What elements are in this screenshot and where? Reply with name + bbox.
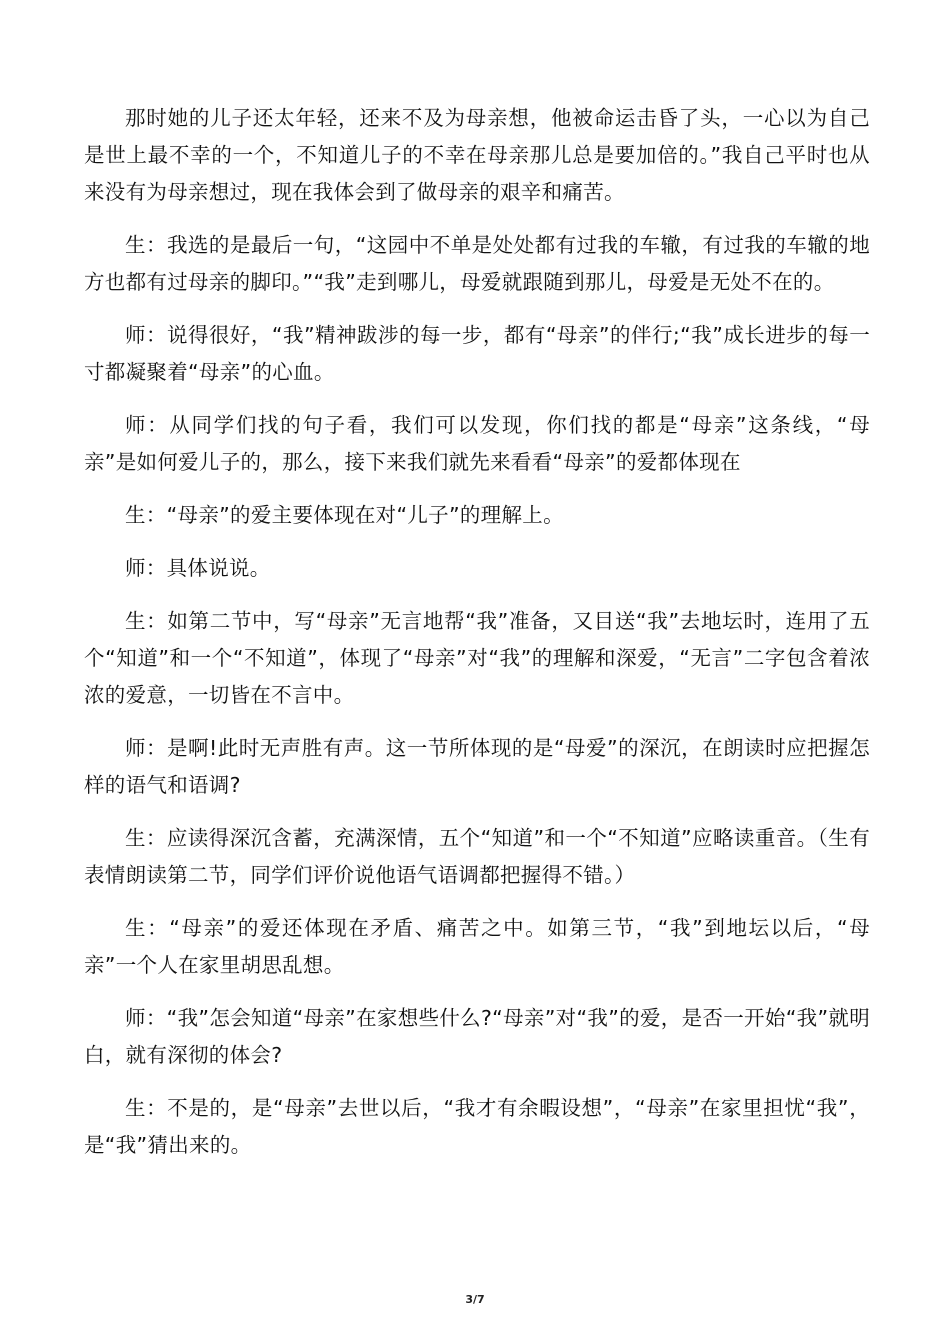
paragraph-2: 生：我选的是最后一句，“这园中不单是处处都有过我的车辙，有过我的车辙的地方也都有过母亲的脚印。”“我”走到哪儿，母爱就跟随到那儿，母爱是无处不在的。 <box>84 233 870 294</box>
paragraph-3: 师：说得很好，“我”精神跋涉的每一步，都有“母亲”的伴行;“我”成长进步的每一寸都凝聚着“母亲”的心血。 <box>84 323 870 384</box>
paragraph-7: 生：如第二节中，写“母亲”无言地帮“我”准备，又目送“我”去地坛时，连用了五个“知道”和一个“不知道”，体现了“母亲”对“我”的理解和深爱，“无言”二字包含着浓浓的爱意，一切皆在不言中。 <box>84 609 870 707</box>
page-number: 3/7 <box>465 1293 485 1306</box>
paragraph-12: 生：不是的，是“母亲”去世以后，“我才有余暇设想”，“母亲”在家里担忧“我”，是“我”猜出来的。 <box>84 1096 870 1157</box>
paragraph-6: 师：具体说说。 <box>125 556 271 580</box>
paragraph-4: 师：从同学们找的句子看，我们可以发现，你们找的都是“母亲”这条线，“母亲”是如何爱儿子的，那么，接下来我们就先来看看“母亲”的爱都体现在 <box>84 413 870 474</box>
paragraph-8: 师：是啊!此时无声胜有声。这一节所体现的是“母爱”的深沉，在朗读时应把握怎样的语气和语调? <box>84 736 870 797</box>
paragraph-11: 师：“我”怎会知道“母亲”在家想些什么?“母亲”对“我”的爱，是否一开始“我”就明白，就有深彻的体会? <box>84 1006 870 1067</box>
paragraph-9: 生：应读得深沉含蓄，充满深情，五个“知道”和一个“不知道”应略读重音。（生有表情朗读第二节，同学们评价说他语气语调都把握得不错。） <box>84 826 870 887</box>
paragraph-1: 那时她的儿子还太年轻，还来不及为母亲想，他被命运击昏了头，一心以为自己是世上最不幸的一个，不知道儿子的不幸在母亲那儿总是要加倍的。”我自己平时也从来没有为母亲想过，现在我体会到了做母亲的艰辛和痛苦。 <box>84 106 870 204</box>
paragraph-5: 生：“母亲”的爱主要体现在对“儿子”的理解上。 <box>125 503 564 527</box>
paragraph-10: 生：“母亲”的爱还体现在矛盾、痛苦之中。如第三节，“我”到地坛以后，“母亲”一个人在家里胡思乱想。 <box>84 916 870 977</box>
document-body <box>84 100 870 1180</box>
